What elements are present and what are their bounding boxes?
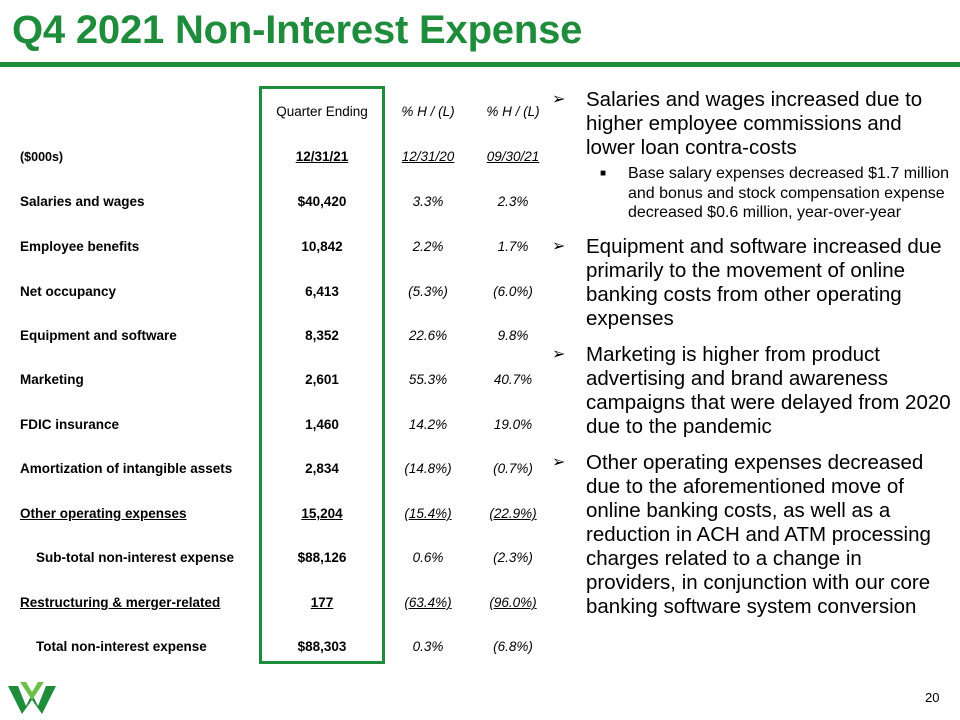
row-value: 15,204	[301, 506, 343, 521]
subheader-pct2-date: 09/30/21	[486, 149, 540, 164]
bullet-text: Salaries and wages increased due to higher employee commissions and lower loan contra-costs	[586, 88, 923, 159]
row-pct1: 22.6%	[408, 328, 448, 343]
table-row	[0, 280, 545, 304]
arrow-bullet-icon: ➢	[552, 453, 566, 471]
table-row	[0, 502, 545, 526]
arrow-bullet-icon: ➢	[552, 237, 566, 255]
row-pct2: (6.0%)	[493, 284, 533, 299]
table-row-subtotal	[0, 546, 545, 570]
row-pct1: 14.2%	[408, 417, 448, 432]
row-value: $88,126	[297, 550, 347, 565]
commentary-bullets	[548, 88, 953, 631]
row-label: Equipment and software	[20, 328, 177, 343]
bullet-text: Marketing is higher from product advertising and brand awareness campaigns that were delayed from 2020 due to the pandemic	[586, 342, 951, 438]
subheader-quarter-date: 12/31/21	[295, 149, 349, 164]
units-label: ($000s)	[20, 150, 64, 164]
row-pct2: 9.8%	[497, 328, 529, 343]
row-pct1: (63.4%)	[404, 595, 452, 610]
bullet-item	[548, 451, 953, 619]
header-pct-change-2: % H / (L)	[486, 104, 540, 119]
row-value: 2,834	[305, 461, 339, 476]
row-label: FDIC insurance	[20, 417, 120, 432]
row-pct2: 40.7%	[493, 372, 533, 387]
row-label: Total non-interest expense	[36, 639, 207, 654]
row-label: Employee benefits	[20, 239, 140, 254]
bullet-item	[548, 88, 953, 223]
page-title: Q4 2021 Non-Interest Expense	[12, 8, 583, 52]
bullet-text: Other operating expenses decreased due to the aforementioned move of online banking costs, as well as a reduction in ACH and ATM processing charges related to a change in providers, in conjunction with our core banking software system conversion	[586, 450, 931, 618]
row-pct1: 55.3%	[408, 372, 448, 387]
row-label: Net occupancy	[20, 284, 117, 299]
bullet-text: Equipment and software increased due primarily to the movement of online banking costs from other operating expenses	[586, 234, 942, 330]
row-label: Marketing	[20, 372, 84, 387]
row-value: 8,352	[305, 328, 339, 343]
bullet-item	[548, 235, 953, 331]
row-label: Amortization of intangible assets	[20, 461, 233, 476]
row-pct2: (22.9%)	[489, 506, 537, 521]
row-value: 10,842	[301, 239, 343, 254]
row-pct2: (2.3%)	[493, 550, 533, 565]
row-label: Other operating expenses	[20, 506, 187, 521]
header-pct-change-1: % H / (L)	[401, 104, 455, 119]
row-pct2: (6.8%)	[493, 639, 533, 654]
row-pct2: 19.0%	[493, 417, 533, 432]
row-value: $40,420	[297, 194, 347, 209]
company-logo	[6, 680, 58, 716]
row-value: $88,303	[297, 639, 347, 654]
row-label: Sub-total non-interest expense	[36, 550, 235, 565]
table-row	[0, 324, 545, 348]
subheader-pct1-date: 12/31/20	[401, 149, 455, 164]
table-row	[0, 413, 545, 437]
bullet-item	[548, 343, 953, 439]
row-pct1: 0.3%	[412, 639, 444, 654]
table-row	[0, 368, 545, 392]
title-divider	[0, 62, 960, 67]
row-pct2: 2.3%	[497, 194, 529, 209]
row-pct1: (5.3%)	[408, 284, 448, 299]
row-pct2: 1.7%	[497, 239, 529, 254]
row-pct1: 0.6%	[412, 550, 444, 565]
row-pct1: 3.3%	[412, 194, 444, 209]
table-row	[0, 190, 545, 214]
table-row	[0, 235, 545, 259]
row-value: 177	[310, 595, 334, 610]
header-quarter-ending: Quarter Ending	[276, 104, 368, 119]
row-label: Salaries and wages	[20, 194, 145, 209]
sub-bullet-item	[548, 164, 953, 223]
table-row	[0, 591, 545, 615]
row-value: 6,413	[305, 284, 339, 299]
table-subheader-row	[0, 145, 545, 169]
row-value: 1,460	[305, 417, 339, 432]
square-bullet-icon: ■	[600, 168, 607, 179]
sub-bullet-text: Base salary expenses decreased $1.7 million and bonus and stock compensation expense decreased $0.6 million, year-over-year	[628, 165, 950, 221]
row-pct1: (14.8%)	[404, 461, 452, 476]
row-pct2: (96.0%)	[489, 595, 537, 610]
row-value: 2,601	[305, 372, 339, 387]
table-header-row	[0, 100, 545, 124]
row-pct1: 2.2%	[412, 239, 444, 254]
row-pct1: (15.4%)	[404, 506, 452, 521]
row-pct2: (0.7%)	[493, 461, 533, 476]
arrow-bullet-icon: ➢	[552, 91, 566, 108]
row-label: Restructuring & merger-related	[20, 595, 221, 610]
table-row	[0, 457, 545, 481]
page-number: 20	[925, 690, 940, 705]
arrow-bullet-icon: ➢	[552, 345, 566, 363]
table-row-total	[0, 635, 545, 659]
